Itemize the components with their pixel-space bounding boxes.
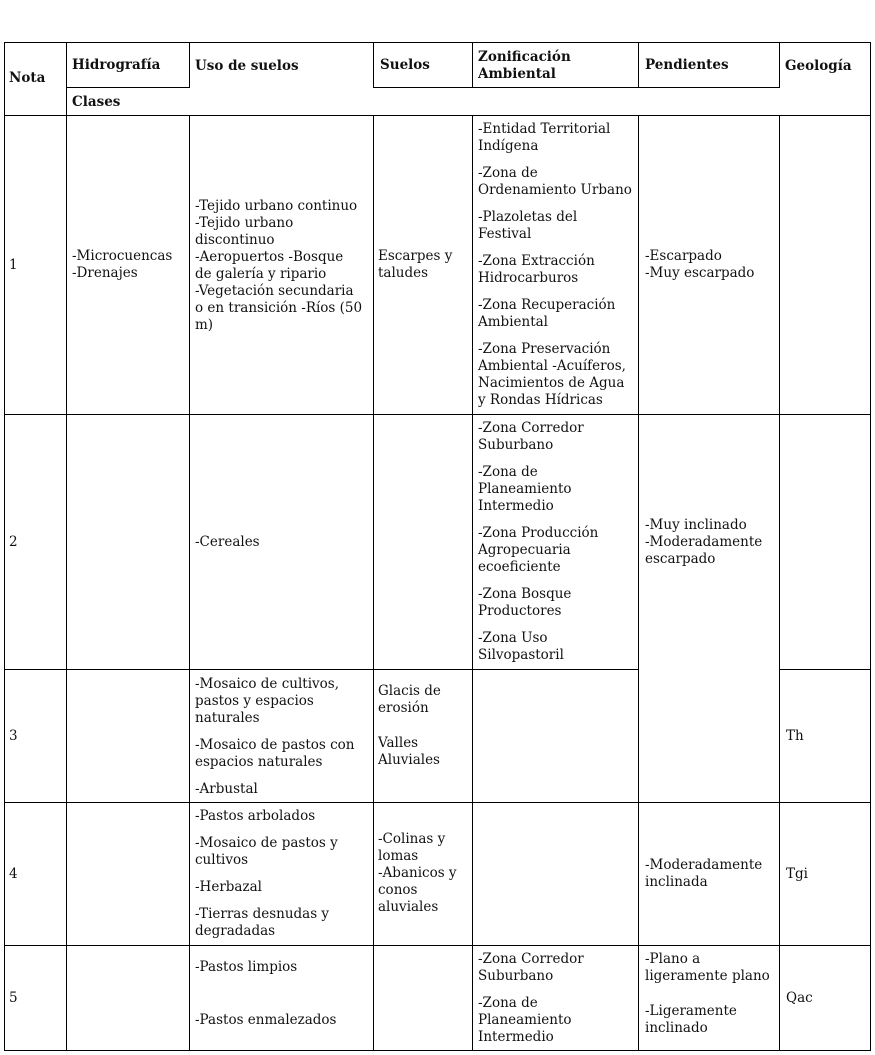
row-1-zonificacion — [478, 121, 632, 409]
row-2-uso-de-suelos: -Cereales — [195, 534, 260, 550]
zona-item: -Zona Corredor Suburbano — [478, 420, 584, 453]
row-3-geologia: Th — [786, 728, 804, 744]
header-nota: Nota — [9, 70, 46, 86]
zona-item: -Zona Recuperación Ambiental — [478, 297, 616, 330]
header-geologia: Geología — [785, 58, 852, 74]
row-2-nota: 2 — [9, 534, 18, 550]
row-1-nota: 1 — [9, 257, 18, 273]
zona-item: -Entidad Territorial Indígena — [478, 121, 611, 154]
row-2-pendientes: -Muy inclinado -Moderadamente escarpado — [645, 517, 763, 567]
zona-item: -Plazoletas del Festival — [478, 209, 578, 242]
row-5-pendientes-a: -Plano a ligeramente plano — [645, 951, 770, 984]
row-5-uso-b: -Pastos enmalezados — [195, 1012, 337, 1028]
header-hidrografia: Hidrografía — [72, 57, 161, 73]
row-4-pendientes: -Moderadamente inclinada — [645, 857, 763, 890]
row-5-uso-a: -Pastos limpios — [195, 959, 298, 975]
zona-item: -Zona Preservación Ambiental -Acuíferos, Nacimientos de Agua y Rondas Hídricas — [478, 341, 626, 408]
zona-item: -Zona de Planeamiento Intermedio — [478, 464, 572, 514]
row-5-nota: 5 — [9, 990, 18, 1006]
row-5-pendientes-b: -Ligeramente inclinado — [645, 1003, 737, 1036]
header-zonificacion-ambiental: Zonificación Ambiental — [478, 49, 571, 82]
zona-item: -Zona Producción Agropecuaria ecoeficiente — [478, 525, 599, 575]
zona-item: -Zona de Planeamiento Intermedio — [478, 995, 572, 1045]
zona-item: -Zona Uso Silvopastoril — [478, 630, 564, 663]
row-2-zonificacion — [478, 420, 598, 664]
row-1-uso-de-suelos: -Tejido urbano continuo -Tejido urbano discontinuo -Aeropuertos -Bosque de galería y ripario -Vegetación secundaria o en transición -Ríos (50 m) — [195, 198, 363, 333]
row-5-zonificacion — [478, 951, 584, 1046]
row-4-uso-de-suelos: -Pastos arbolados -Mosaico de pastos y cultivos -Herbazal -Tierras desnudas y degradadas — [195, 808, 338, 939]
row-1-hidrografia: -Microcuencas -Drenajes — [72, 248, 173, 281]
row-3-uso-de-suelos: -Mosaico de cultivos, pastos y espacios naturales -Mosaico de pastos con espacios naturales -Arbustal — [195, 676, 355, 797]
header-clases: Clases — [72, 94, 121, 110]
row-4-suelos: -Colinas y lomas -Abanicos y conos aluviales — [378, 831, 457, 915]
header-uso-de-suelos: Uso de suelos — [195, 58, 299, 74]
header-suelos: Suelos — [380, 57, 430, 73]
row-1-suelos: Escarpes y taludes — [378, 248, 453, 281]
row-4-nota: 4 — [9, 866, 18, 882]
zona-item: -Zona Corredor Suburbano — [478, 951, 584, 984]
zona-item: -Zona Bosque Productores — [478, 586, 572, 619]
zona-item: -Zona Extracción Hidrocarburos — [478, 253, 595, 286]
row-1-pendientes: -Escarpado -Muy escarpado — [645, 248, 755, 281]
row-4-geologia: Tgi — [786, 866, 808, 882]
row-3-nota: 3 — [9, 728, 18, 744]
row-5-geologia: Qac — [786, 990, 813, 1006]
header-pendientes: Pendientes — [645, 57, 729, 73]
zona-item: -Zona de Ordenamiento Urbano — [478, 165, 632, 198]
row-3-suelos: Glacis de erosión Valles Aluviales — [378, 683, 441, 768]
